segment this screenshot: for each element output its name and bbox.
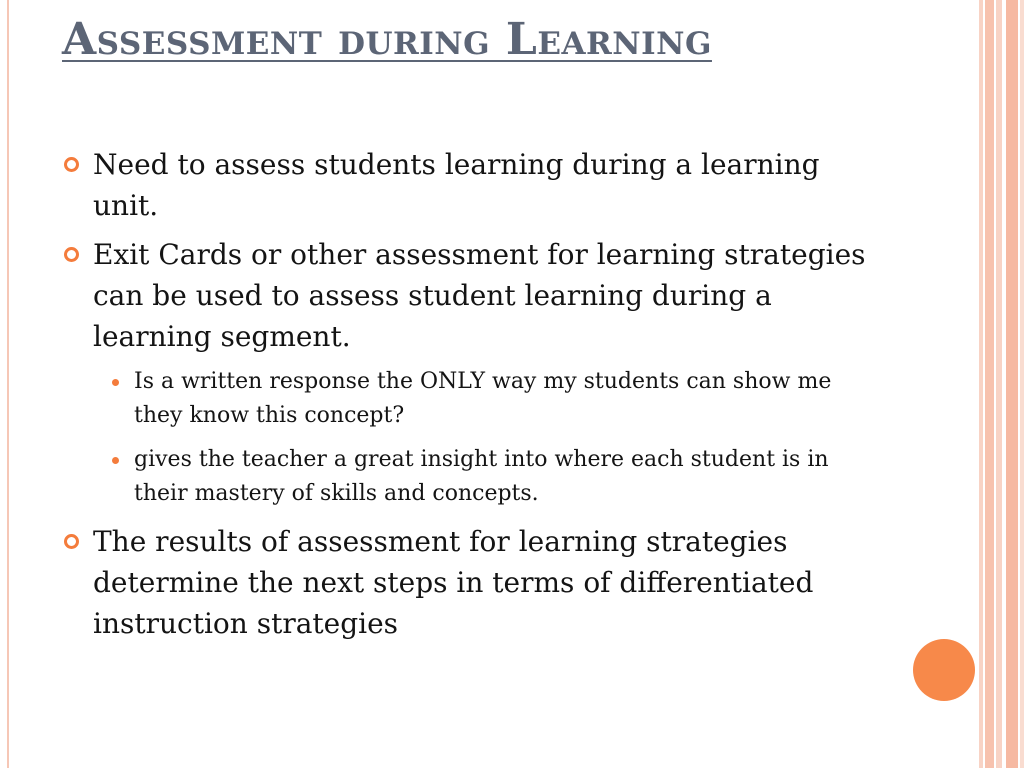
slide-title: Assessment during Learning: [62, 14, 712, 65]
left-border-line: [7, 0, 9, 768]
decorative-stripe: [996, 0, 1002, 768]
ring-bullet-icon: [64, 534, 79, 549]
ring-bullet-icon: [64, 157, 79, 172]
sub-bullet-item: [64, 365, 884, 433]
decorative-stripe: [1006, 0, 1018, 768]
decorative-stripe: [985, 0, 994, 768]
decorative-stripe: [1020, 0, 1024, 768]
sub-bullet-item: [64, 443, 884, 511]
decorative-stripe: [979, 0, 983, 768]
decorative-circle: [913, 639, 975, 701]
ring-bullet-icon: [64, 247, 79, 262]
bullet-text: The results of assessment for learning strategies determine the next steps in terms of differentiated instruction strategies: [93, 525, 814, 640]
bullet-text: Need to assess students learning during a learning unit.: [93, 148, 820, 222]
bullet-item: [64, 234, 884, 357]
bullet-text: Exit Cards or other assessment for learning strategies can be used to assess student learning during a learning segment.: [93, 238, 866, 353]
bullet-list: [64, 144, 884, 652]
dot-bullet-icon: [112, 457, 119, 464]
sub-bullet-text: Is a written response the ONLY way my students can show me they know this concept?: [134, 369, 832, 428]
bullet-item: [64, 144, 884, 226]
bullet-item: [64, 521, 884, 644]
sub-bullet-text: gives the teacher a great insight into where each student is in their mastery of skills and concepts.: [134, 447, 829, 506]
dot-bullet-icon: [112, 379, 119, 386]
